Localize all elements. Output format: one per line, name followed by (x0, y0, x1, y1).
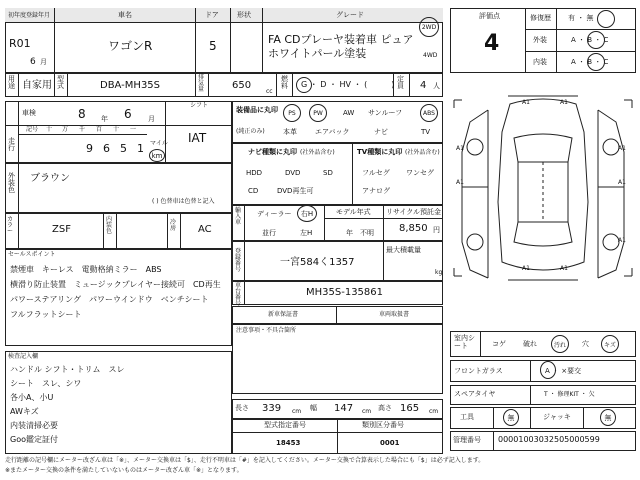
glass-label: フロントガラス (454, 367, 503, 375)
tools-circle (503, 409, 519, 426)
width-unit: cm (362, 408, 372, 415)
equipment-title: 装備品に丸印 (236, 106, 278, 114)
type-label: 型式指定番号 (264, 421, 306, 429)
damage-code: A1 (560, 265, 568, 272)
equipment-option-circled: PW (309, 104, 327, 122)
mileage-header-cell: 万 (62, 126, 69, 133)
recycle-value: 8,850 (399, 223, 428, 234)
model-year-label: モデル年式 (336, 208, 371, 216)
model-year-value: 年 不明 (346, 229, 374, 237)
warranty-cert: 新車保証書 (268, 311, 299, 318)
right-rear-wheel (603, 234, 619, 250)
mile-label: マイル (150, 140, 168, 147)
first-reg-era: R01 (9, 37, 31, 50)
jack-circle (600, 409, 616, 426)
length-unit: cm (292, 408, 302, 415)
usage-value: 自家用 (22, 80, 52, 91)
car-name: ワゴンR (108, 39, 153, 53)
navi-title: ナビ種類に丸印 (248, 148, 297, 156)
navi-item-sd: SD (323, 169, 333, 177)
sales-point-line: 横滑り防止装置 ミュージックプレイヤー接続可 CD再生 (10, 280, 221, 289)
sales-point-line: パワーステアリング パワーウインドウ ベンチシート (10, 295, 209, 304)
capacity-label: 定員 (397, 75, 404, 90)
mileage-digit: 1 (137, 142, 144, 155)
width-label: 幅 (310, 404, 317, 412)
class-label: 類別区分番号 (362, 421, 404, 429)
damage-code: A1 (560, 99, 568, 106)
warranty-box (232, 306, 443, 324)
exterior-color-value: ブラウン (30, 173, 70, 184)
displacement-value: 650 (232, 80, 252, 91)
exterior-color-label: 外装色 (8, 172, 15, 194)
equipment-option: ナビ (374, 128, 388, 136)
score-value: 4 (484, 31, 500, 56)
registration-value: 一宮584く1357 (280, 257, 355, 268)
interior-color-label: 内装色 (106, 216, 113, 235)
mileage-header-cell: 百 (96, 126, 103, 133)
exterior-grade-circle (587, 31, 605, 49)
fuel-label: 燃料 (281, 75, 288, 90)
grade-label: グレード (336, 11, 364, 19)
inspector-line: Goo鑑定証付 (10, 435, 58, 444)
doors-value: 5 (209, 39, 217, 53)
width-value: 147 (334, 403, 354, 414)
damage-code: A1 (618, 179, 626, 186)
inspector-line: 内装清掃必要 (10, 421, 58, 430)
inspection-label: 車検 (22, 109, 36, 117)
exterior-grade-label: 外装 (533, 36, 547, 44)
damage-code: A1 (522, 265, 530, 272)
mileage-header-cell: 十 (113, 126, 120, 133)
tv-item-oneseg: ワンセグ (406, 169, 434, 177)
inspection-month: 6 (124, 107, 132, 121)
right-handle: 右H (300, 209, 314, 218)
registration-label: 登録番号 (235, 248, 242, 273)
height-unit: cm (429, 408, 439, 415)
inspection-year: 8 (78, 107, 86, 121)
jack-value: 無 (604, 413, 612, 422)
footer-line2: ※またメーター交換の条件を満たしていないものはメーター改ざん車「※」となります。 (5, 467, 243, 474)
equipment-option: エアバック (315, 128, 350, 136)
navi-item-cd: CD (248, 187, 259, 195)
damage-code: A1 (456, 145, 464, 152)
left-side-outline (462, 110, 488, 278)
mileage-digit: 5 (120, 142, 127, 155)
jack-label: ジャッキ (543, 413, 571, 421)
doors-label: ドア (205, 11, 219, 19)
damage-code: A1 (618, 145, 626, 152)
interior-sheet-label: 室内シート (454, 334, 475, 351)
spare-value: T ・ 修理KIT ・ 欠 (544, 391, 595, 398)
left-rear-wheel (467, 234, 483, 250)
inspection-year-unit: 年 (101, 115, 108, 123)
month-suffix: 月 (40, 58, 47, 66)
inspector-line: AWキズ (10, 407, 39, 416)
mileage-header-cell: 十 (46, 126, 53, 133)
left-handle: 左H (300, 229, 313, 237)
class-value: 0001 (380, 439, 400, 447)
sheet-condition: コゲ (492, 340, 506, 348)
shift-value: IAT (188, 131, 207, 145)
equipment-option: 本革 (283, 128, 297, 136)
usage-label: 用途 (8, 75, 15, 90)
repair-circle (597, 10, 615, 28)
import-parallel: 並行 (262, 229, 276, 237)
cc-unit: cc (266, 88, 273, 95)
navi-item-dvd: DVD (285, 169, 301, 177)
sales-point-line: 禁煙車 キーレス 電動格納ミラー ABS (10, 265, 162, 274)
chassis-value: MH35S-135861 (306, 287, 384, 298)
shift-label: シフト (190, 102, 209, 109)
mileage-digit: 9 (86, 142, 93, 155)
car-body-outline (498, 99, 588, 270)
inspector-label: 検査記入欄 (8, 353, 39, 360)
equipment-option-circled: PS (283, 104, 301, 122)
sales-point-line: フルフラットシート (10, 310, 82, 319)
sheet-condition-circled: キズ (601, 335, 619, 353)
navi-subtitle: (社外品含む) (300, 149, 335, 156)
drive-2wd-circle (419, 17, 439, 37)
recycle-unit: 円 (433, 226, 440, 234)
model-label: 型式 (57, 75, 64, 90)
max-load-unit: kg (435, 269, 443, 276)
repair-label: 修復歴 (530, 14, 551, 22)
exterior-grade-value: A ・ B ・ C (571, 36, 609, 44)
equipment-option: AW (343, 109, 355, 117)
length-value: 339 (262, 403, 282, 414)
tools-value: 無 (507, 413, 515, 422)
tools-label: 工具 (460, 413, 474, 421)
inspector-line: ハンドル シフト・トリム スレ (10, 365, 125, 374)
ac-label: 冷房 (170, 219, 177, 232)
score-label: 評価点 (479, 12, 500, 20)
grade-line1: FA CDプレーヤ装着車 ピュア (268, 33, 414, 46)
tv-item-analog: アナログ (362, 187, 390, 195)
color-box (5, 163, 232, 213)
rear-window (514, 222, 572, 246)
interior-grade-circle (587, 53, 605, 71)
recycle-label: リサイクル預託金 (386, 208, 442, 216)
import-label: 輸入車 (235, 207, 242, 226)
damage-code: A1 (522, 99, 530, 106)
glass-circle (540, 361, 556, 379)
height-value: 165 (400, 403, 420, 414)
max-load-label: 最大積載量 (386, 246, 421, 254)
notes-label: 注意事項・不具合箇所 (236, 327, 297, 334)
color-code-value: ZSF (52, 224, 71, 235)
navi-item-hdd: HDD (246, 169, 263, 177)
displacement-label: 排気量 (198, 74, 205, 93)
right-front-wheel (603, 139, 619, 155)
car-damage-diagram (448, 92, 638, 284)
tv-item-fullseg: フルセグ (362, 169, 390, 177)
mileage-header-cell: 千 (79, 126, 86, 133)
fuel-options: G ・ D ・ HV ・ ( ) (301, 80, 395, 89)
warranty-manual: 車両取扱書 (379, 311, 410, 318)
shape-label: 形状 (237, 11, 251, 19)
import-dealer: ディーラー (257, 210, 292, 218)
type-value: 18453 (276, 439, 301, 447)
spare-label: スペアタイヤ (454, 390, 496, 398)
damage-code: A1 (456, 179, 464, 186)
mileage-unit: km (151, 151, 163, 160)
sheet-condition: 穴 (582, 340, 589, 348)
windshield (514, 134, 572, 162)
length-label: 長さ (235, 404, 249, 412)
height-label: 高さ (378, 404, 392, 412)
mgmt-label: 管理番号 (453, 436, 481, 444)
first-reg-month: 6 (30, 57, 36, 67)
notes-box (232, 324, 443, 394)
drive-2wd: 2WD (421, 23, 437, 31)
sheet-condition-circled: 汚れ (551, 335, 569, 353)
inspector-line: シート スレ、シワ (10, 379, 82, 388)
capacity-unit: 人 (433, 82, 440, 90)
sheet-condition: 破れ (523, 340, 537, 348)
glass-value: A ・ ×要交 (545, 367, 582, 375)
repaint-note: ( ) 色替車は色替と記入 (152, 198, 215, 205)
footer-line1: 走行距離の記号欄にメーター改ざん車は「※」、メーター交換車は「$」、走行不明車は「#」を記入してください。メーター交換で合算表示した場合にも「$」は必ず記入します。 (5, 457, 485, 464)
interior-grade-value: A ・ B ・ C (571, 58, 609, 66)
ac-value: AC (198, 224, 212, 235)
damage-code: A1 (618, 237, 626, 244)
inspector-line: 各小A、小U (10, 393, 54, 402)
chassis-label: 車台番号 (235, 282, 242, 307)
grade-line2: ホワイトパール塗装 (268, 47, 367, 60)
navi-item-dvd-play: DVD再生可 (277, 187, 314, 195)
tv-subtitle: (社外品含む) (405, 149, 440, 156)
mileage-header-cell: 一 (130, 126, 137, 133)
tv-title: TV種類に丸印 (357, 148, 403, 156)
left-front-wheel (467, 139, 483, 155)
capacity-value: 4 (420, 80, 427, 91)
model-value: DBA-MH35S (100, 80, 161, 91)
repair-value: 有 ・ 無 (568, 14, 594, 22)
sales-points-label: セールスポイント (8, 251, 56, 258)
right-handle-circle (297, 205, 317, 222)
right-side-outline (598, 110, 624, 278)
mgmt-value: 00001003032505000599 (498, 435, 600, 444)
name-label: 車名 (118, 11, 132, 19)
mileage-label: 走行 (8, 137, 15, 152)
km-circle (149, 149, 165, 162)
mileage-header-cell: 記号 (26, 126, 39, 133)
equipment-subtitle: (純正のみ) (236, 128, 265, 135)
equipment-option-circled: ABS (420, 104, 438, 122)
first-reg-label: 初年度登録年月 (8, 12, 51, 19)
equipment-option: TV (421, 128, 431, 136)
inspection-month-unit: 月 (148, 115, 155, 123)
color-code-label: カラー (7, 216, 14, 235)
mileage-digit: 6 (103, 142, 110, 155)
equipment-option: サンルーフ (368, 109, 403, 117)
drive-4wd: 4WD (423, 52, 438, 59)
interior-grade-label: 内装 (533, 58, 547, 66)
